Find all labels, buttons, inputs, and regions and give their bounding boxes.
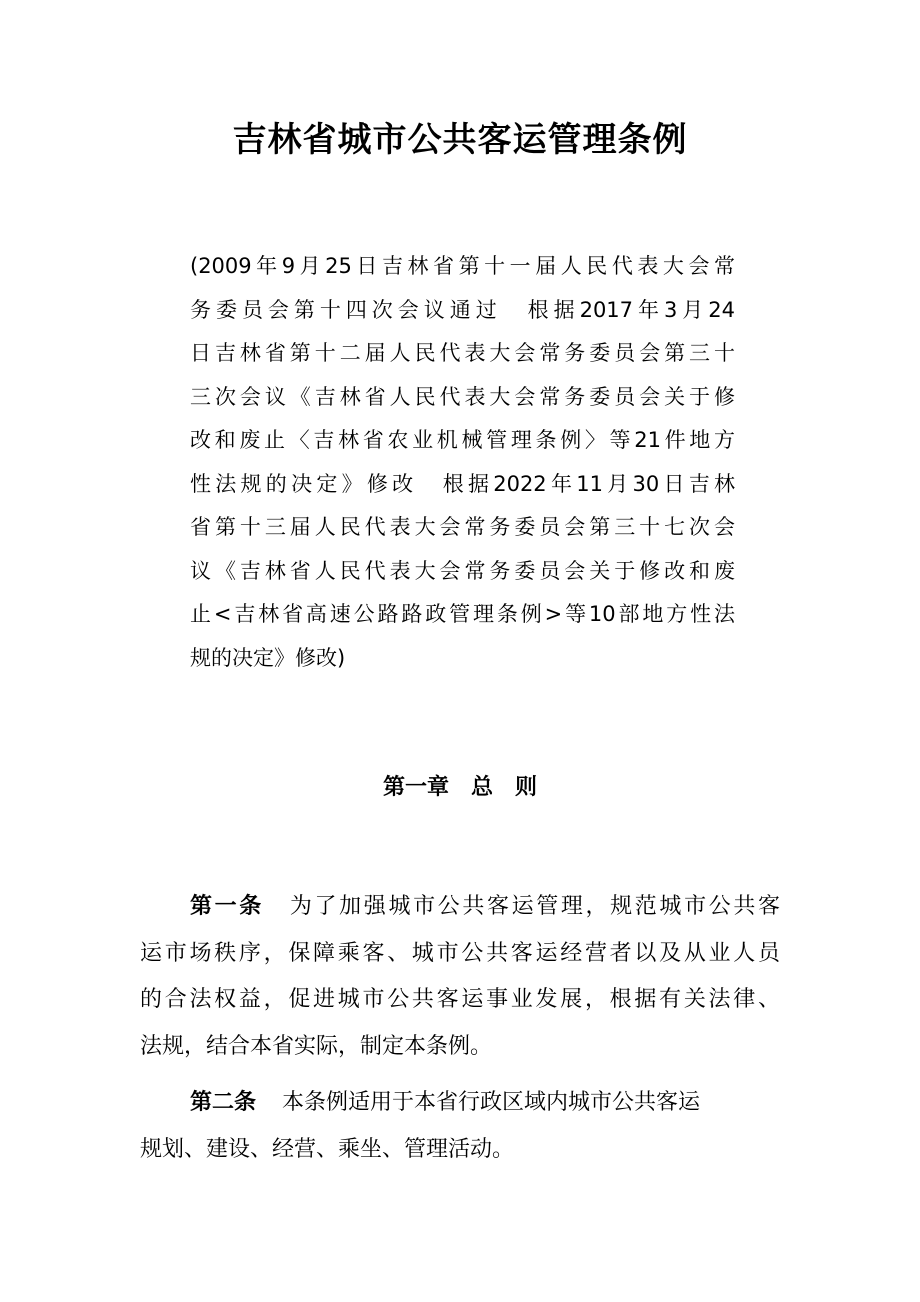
article-line: 为了加强城市公共客运管理，规范城市公共客 bbox=[289, 894, 780, 919]
article-label: 第一条 bbox=[190, 894, 264, 919]
article-line: 的合法权益，促进城市公共客运事业发展，根据有关法律、 bbox=[140, 987, 780, 1012]
preamble-line: 改和废止〈吉林省农业机械管理条例〉等21件地方 bbox=[190, 428, 735, 452]
preamble-line: 止<吉林省高速公路路政管理条例>等10部地方性法 bbox=[190, 602, 735, 626]
preamble-line: 三次会议《吉林省人民代表大会常务委员会关于修 bbox=[190, 384, 735, 409]
article-line: 规划、建设、经营、乘坐、管理活动。 bbox=[140, 1136, 515, 1162]
preamble-line: 务委员会第十四次会议通过 根据2017年3月24 bbox=[190, 297, 735, 322]
preamble-line: (2009年9月25日吉林省第十一届人民代表大会常 bbox=[190, 254, 735, 278]
article-line: 运市场秩序，保障乘客、城市公共客运经营者以及从业人员 bbox=[140, 940, 780, 966]
preamble-line: 规的决定》修改) bbox=[190, 645, 346, 670]
article-label: 第二条 bbox=[190, 1090, 257, 1115]
document-title: 吉林省城市公共客运管理条例 bbox=[232, 120, 688, 160]
preamble-line: 议《吉林省人民代表大会常务委员会关于修改和废 bbox=[190, 558, 735, 583]
preamble-line: 日吉林省第十二届人民代表大会常务委员会第三十 bbox=[190, 341, 735, 365]
chapter-heading: 第一章 总 则 bbox=[382, 775, 537, 800]
article-line: 法规，结合本省实际，制定本条例。 bbox=[140, 1033, 493, 1059]
preamble-line: 省第十三届人民代表大会常务委员会第三十七次会 bbox=[190, 515, 735, 539]
preamble bbox=[190, 248, 735, 683]
preamble-line: 性法规的决定》修改 根据2022年11月30日吉林 bbox=[190, 471, 735, 496]
article-1 bbox=[140, 889, 780, 1075]
article-line: 本条例适用于本省行政区域内城市公共客运 bbox=[282, 1090, 701, 1115]
article-2 bbox=[140, 1085, 780, 1178]
